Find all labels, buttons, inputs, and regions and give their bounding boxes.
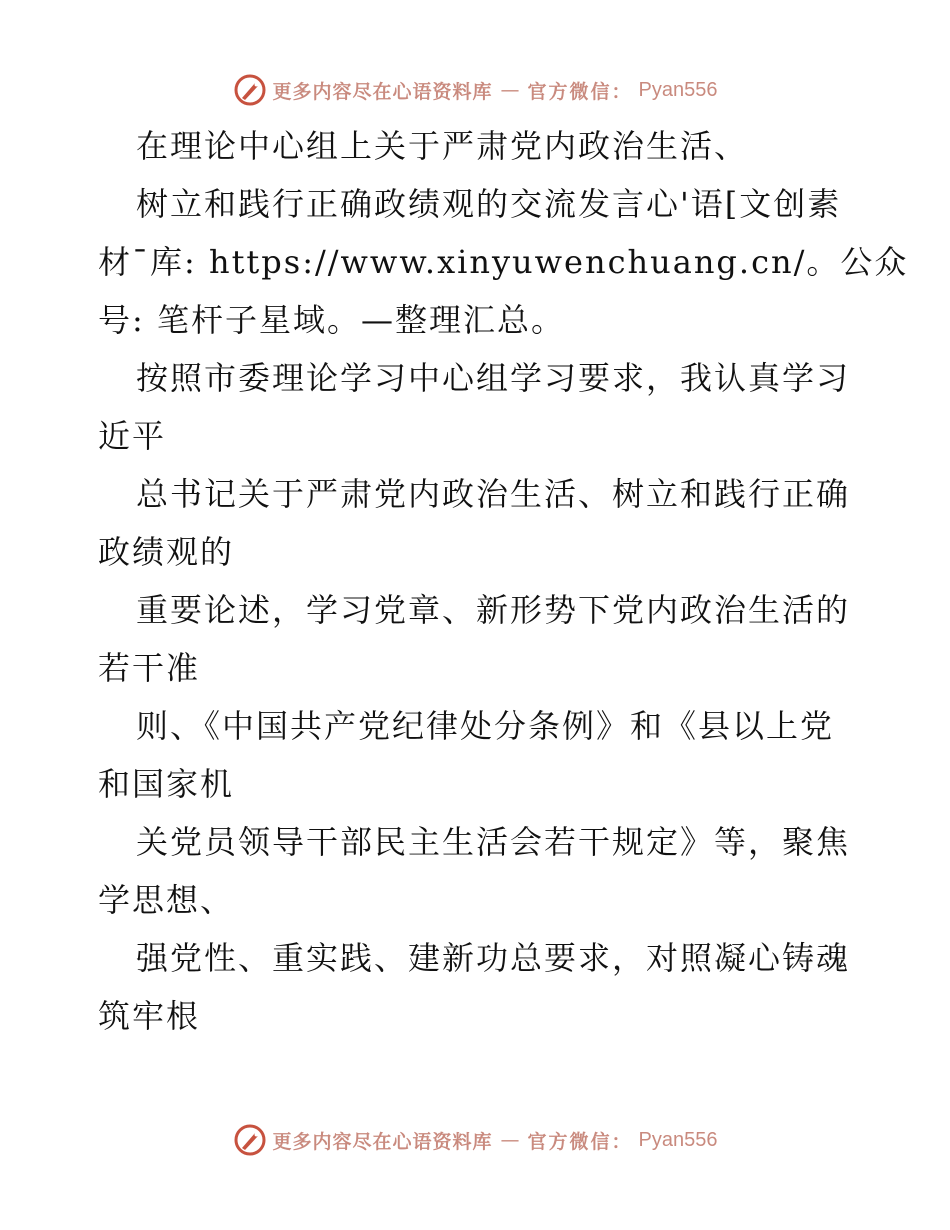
paragraph-line: 学思想、 [98, 881, 235, 919]
paragraph-line: 号: 笔杆子星域。—整理汇总。 [98, 301, 565, 339]
paragraph-line: 则、《中国共产党纪律处分条例》和《县以上党 [136, 707, 835, 745]
paragraph-line: 树立和践行正确政绩观的交流发言心'语[文创素 [136, 185, 842, 223]
banner-wechat-id: Pyan556 [638, 1128, 718, 1151]
banner-title: 更多内容尽在心语资料库 [272, 1130, 493, 1153]
banner-subtitle: 官方微信： [527, 80, 633, 103]
paragraph-line: 筑牢根 [98, 997, 201, 1035]
document-body [98, 117, 909, 1045]
paragraph-line: 若干准 [98, 649, 201, 687]
paragraph-line: 重要论述，学习党章、新形势下党内政治生活的 [136, 591, 851, 629]
banner-subtitle: 官方微信： [527, 1130, 633, 1153]
footer-banner [0, 1120, 950, 1160]
paragraph-line: 强党性、重实践、建新功总要求，对照凝心铸魂 [136, 939, 851, 977]
paragraph-line: 和国家机 [98, 765, 235, 803]
paragraph-line: 近平 [98, 417, 167, 455]
banner-dash: — [500, 1129, 520, 1151]
banner-title: 更多内容尽在心语资料库 [272, 80, 493, 103]
paragraph-line: 政绩观的 [98, 533, 235, 571]
paragraph-line: 总书记关于严肃党内政治生活、树立和践行正确 [136, 475, 851, 513]
pen-in-circle-icon [233, 73, 267, 107]
banner-dash: — [500, 79, 520, 101]
paragraph-line: 在理论中心组上关于严肃党内政治生活、 [136, 127, 749, 165]
banner-wechat-id: Pyan556 [638, 78, 718, 101]
paragraph-line: 材¯库: https://www.xinyuwenchuang.cn/。公众 [98, 243, 909, 281]
paragraph-line: 按照市委理论学习中心组学习要求，我认真学习 [136, 359, 851, 397]
paragraph-line: 关党员领导干部民主生活会若干规定》等，聚焦 [136, 823, 851, 861]
header-banner [0, 70, 950, 110]
pen-in-circle-icon [233, 1123, 267, 1157]
